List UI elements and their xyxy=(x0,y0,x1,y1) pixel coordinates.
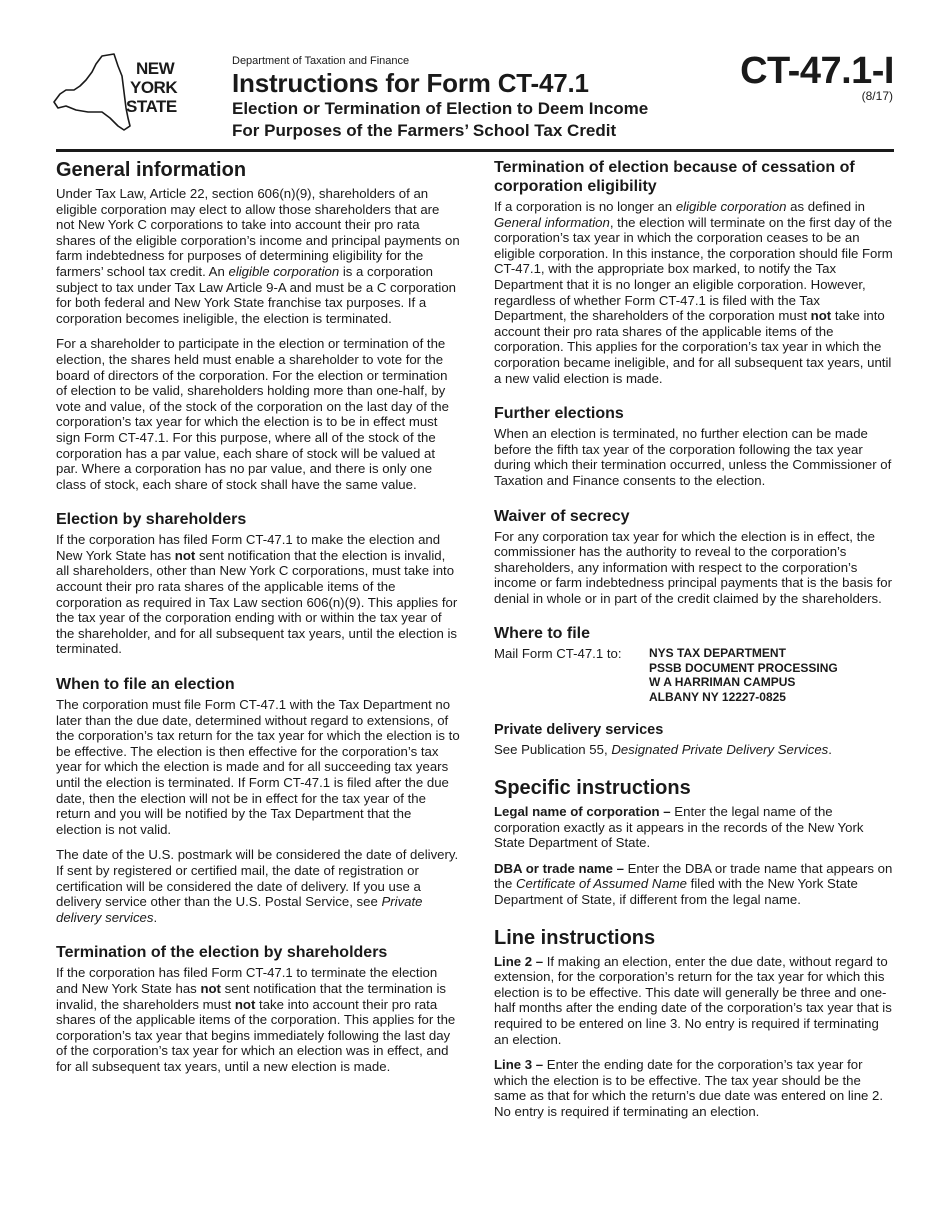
line-3-paragraph: Line 3 – Enter the ending date for the corporation’s tax year for which the election is to be effective. The tax year should be the same as that for which the return’s due date was entered on line 2. No entry is required if terminating an election. xyxy=(494,1057,884,1119)
line-instructions-heading: Line instructions xyxy=(494,926,656,949)
mailing-address-block xyxy=(494,646,894,704)
termination-by-shareholders-paragraph: If the corporation has filed Form CT-47.1 to terminate the election and New York State has not sent notification that the termination is invalid, the shareholders must not take into account their pro rata shares of the applicable items of the corporation. This applies for the corporation’s tax year that begins immediately following the last day of the corporation’s tax year for which an election was in effect, and for all subsequent tax years, until a new election is made. xyxy=(56,965,456,1074)
department-name: Department of Taxation and Finance xyxy=(232,55,410,67)
nys-logo xyxy=(52,52,187,134)
specific-instructions-heading: Specific instructions xyxy=(494,777,691,800)
svg-text:NEW: NEW xyxy=(136,59,175,78)
when-to-file-paragraph: The corporation must file Form CT-47.1 with the Tax Department no later than the due date, determined without regard to extensions, of the corporation’s tax return for the tax year for which the election is to be effective. The election is then effective for the corporation’s tax year for which the election is made and for all succeeding tax years until the election is terminated. If Form CT-47.1 is filed after the due date, then the election will not be in effect for the tax year of the return and you will be notified by the Tax Department that the election is not valid. xyxy=(56,697,460,837)
form-header xyxy=(0,0,950,150)
subtitle-line: Election or Termination of Election to Deem Income xyxy=(232,99,649,118)
further-elections-heading: Further elections xyxy=(494,405,624,423)
address-line: W A HARRIMAN CAMPUS xyxy=(649,675,796,690)
header-divider xyxy=(56,149,894,152)
waiver-of-secrecy-paragraph: For any corporation tax year for which the election is in effect, the commissioner has the authority to reveal to the corporation’s shareholders, any information with respect to the corporation’s income or farm indebtedness principal payments that is the basis for denial in whole or in part of the credit claimed by the shareholders. xyxy=(494,528,893,606)
election-by-shareholders-paragraph: If the corporation has filed Form CT-47.1 to make the election and New York State has not sent notification that the election is invalid, all shareholders, other than New York C corporations, must take into account their pro rata shares of the applicable items of the corporation as required in Tax Law section 606(n)(9). This applies for the tax year of the corporation ending with or within the tax year of the shareholder, and for all subsequent tax years, until the election is terminated. xyxy=(56,532,458,657)
address-line: PSSB DOCUMENT PROCESSING xyxy=(649,660,838,675)
cessation-heading: Termination of election because of cessation of corporation eligibility xyxy=(494,159,855,195)
general-information-paragraph: For a shareholder to participate in the election or termination of the election, the shares held must enable a shareholder to vote for the board of directors of the corporation. For the election or termination of election to be valid, shareholders holding more than one-half, by vote and value, of the stock of the corporation on the last day of the corporation’s tax year for which the election is to be in effect must sign Form CT-47.1. For this purpose, where all of the stock of the corporation has a par value, each share of stock will be valued at par. Where a corporation has no par value, and there is only one class of stock, each share of stock shall have the same value. xyxy=(56,336,449,492)
dba-paragraph: DBA or trade name – Enter the DBA or trade name that appears on the Certificate of Assumed Name filed with the New York State Department of State, if different from the legal name. xyxy=(494,860,893,908)
when-to-file-heading: When to file an election xyxy=(56,676,235,694)
general-information-heading: General information xyxy=(56,159,247,181)
general-information-paragraph: Under Tax Law, Article 22, section 606(n)(9), shareholders of an eligible corporation may elect to allow those shareholders that are not New York C corporations to take into account their pro rata shares of the eligible corporation’s income and principal payments on farm indebtedness for purposes of determining eligibility for the farmers’ school tax credit. An eligible corporation is a corporation subject to tax under Tax Law Article 9-A and must be a C corporation for both federal and New York State franchise tax purposes. If a corporation becomes ineligible, the election is terminated. xyxy=(56,186,460,326)
svg-text:YORK: YORK xyxy=(130,78,178,97)
line-2-paragraph: Line 2 – If making an election, enter the due date, without regard to extension, for the corporation’s return for the tax year for which this election is to be effective. This date will generally be three and one-half months after the ending date of the corporation’s tax year that is required to be entered on line 3. No entry is required if terminating an election. xyxy=(494,953,892,1047)
address-line: ALBANY NY 12227-0825 xyxy=(649,689,786,704)
when-to-file-paragraph: The date of the U.S. postmark will be considered the date of delivery. If sent by registered or certified mail, the date of registration or certification will be considered the date of delivery. If you use a delivery service other than the U.S. Postal Service, see Private delivery services. xyxy=(56,847,459,925)
further-elections-paragraph: When an election is terminated, no further election can be made before the fifth tax year of the corporation following the tax year during which their termination occurred, unless the Commissioner of Taxation and Finance consents to the election. xyxy=(494,426,892,488)
mail-label: Mail Form CT-47.1 to: xyxy=(494,646,622,662)
mailing-address xyxy=(649,646,838,704)
address-line: NYS TAX DEPARTMENT xyxy=(649,646,786,661)
election-by-shareholders-heading: Election by shareholders xyxy=(56,511,247,529)
new-york-state-outline-icon xyxy=(52,52,187,134)
subtitle-line: For Purposes of the Farmers’ School Tax Credit xyxy=(232,121,617,140)
svg-text:STATE: STATE xyxy=(126,97,177,116)
right-column xyxy=(494,158,894,1130)
left-column xyxy=(56,158,460,1085)
form-number: CT-47.1-I xyxy=(740,50,894,92)
waiver-of-secrecy-heading: Waiver of secrecy xyxy=(494,507,630,525)
private-delivery-heading: Private delivery services xyxy=(494,722,664,739)
where-to-file-heading: Where to file xyxy=(494,625,591,643)
legal-name-paragraph: Legal name of corporation – Enter the legal name of the corporation exactly as it appears in the records of the New York State Department of State. xyxy=(494,804,864,851)
page-subtitle xyxy=(232,98,648,142)
page-title: Instructions for Form CT-47.1 xyxy=(232,68,589,98)
cessation-paragraph: If a corporation is no longer an eligible corporation as defined in General information, the election will terminate on the first day of the corporation’s tax year in which the corporation ceases to be an eligible corporation. In this instance, the corporation should file Form CT-47.1, with the appropriate box marked, to notify the Tax Department that it is no longer an eligible corporation. However, regardless of whether Form CT-47.1 is filed with the Tax Department, the shareholders of the corporation must not take into account their pro rata shares of the applicable items of the corporation. This applies for the corporation’s tax year in which the corporation became ineligible, and for all subsequent tax years, until a new valid election is made. xyxy=(494,199,893,386)
private-delivery-paragraph: See Publication 55, Designated Private Delivery Services. xyxy=(494,742,832,758)
termination-by-shareholders-heading: Termination of the election by shareholders xyxy=(56,944,388,962)
revision-date: (8/17) xyxy=(861,89,893,103)
